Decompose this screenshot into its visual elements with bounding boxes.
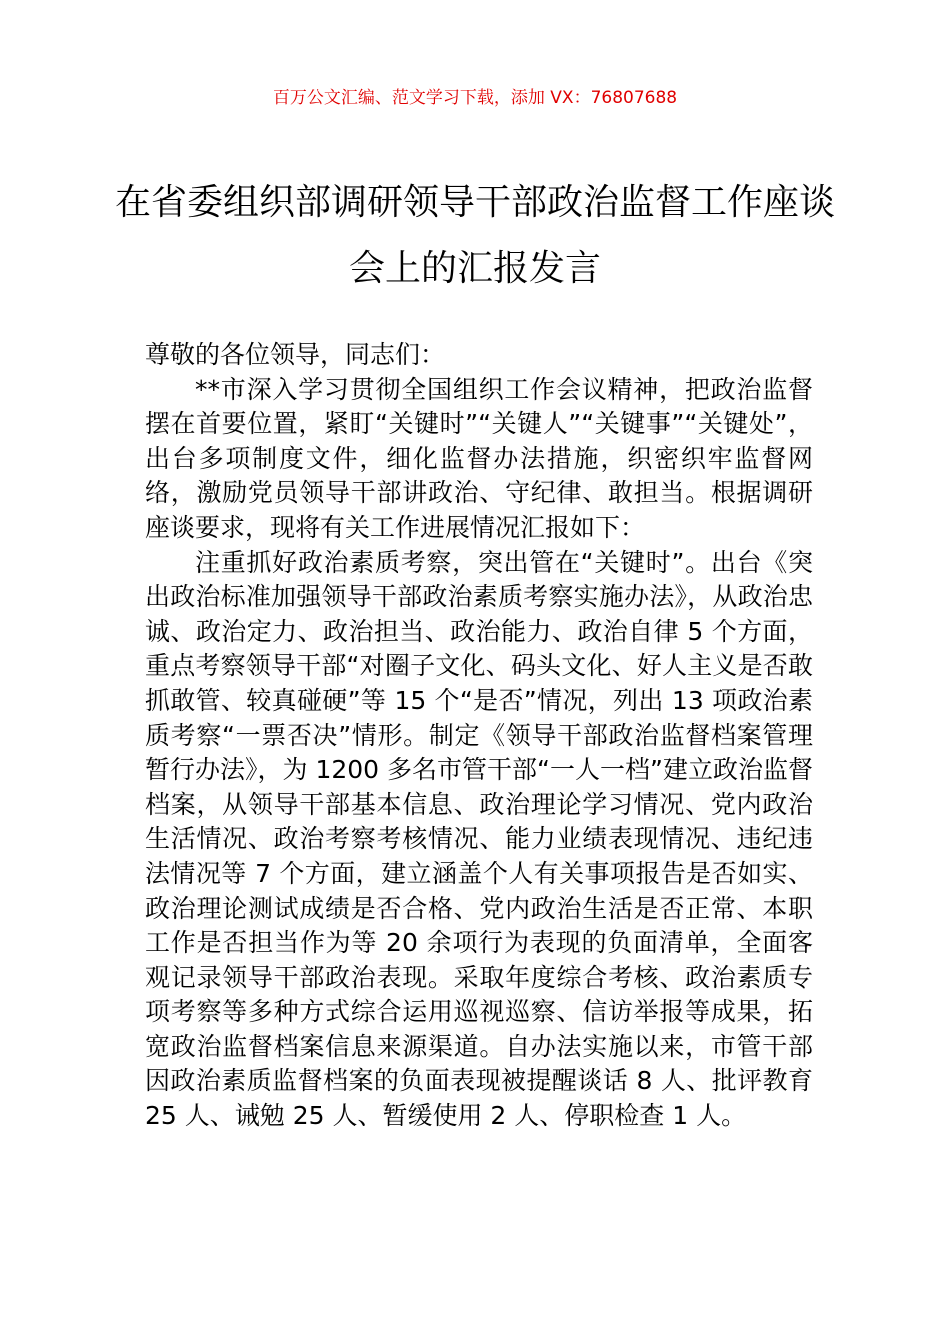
header-note: 百万公文汇编、范文学习下载，添加 VX：76807688 (272, 88, 678, 108)
document-title: 在省委组织部调研领导干部政治监督工作座谈会上的汇报发言 (114, 182, 835, 289)
salutation: 尊敬的各位领导，同志们： (145, 340, 446, 369)
document-body (145, 338, 813, 1134)
paragraph-political-quality: 注重抓好政治素质考察，突出管在“关键时”。出台《突出政治标准加强领导干部政治素质考察实施办法》，从政治忠诚、政治定力、政治担当、政治能力、政治自律 5 个方面，重点考察领导干部“对圈子文化、码头文化、好人主义是否敢抓敢管、较真碰硬”等 15 个“是否”情况，列出 13 项政治素质考察“一票否决”情形。制定《领导干部政治监督档案管理暂行办法》，为 1200 多名市管干部“一人一档”建立政治监督档案，从领导干部基本信息、政治理论学习情况、党内政治生活情况、政治考察考核情况、能力业绩表现情况、违纪违法情况等 7 个方面，建立涵盖个人有关事项报告是否如实、政治理论测试成绩是否合格、党内政治生活是否正常、本职工作是否担当作为等 20 余项行为表现的负面清单，全面客观记录领导干部政治表现。采取年度综合考核、政治素质专项考察等多种方式综合运用巡视巡察、信访举报等成果，拓宽政治监督档案信息来源渠道。自办法实施以来，市管干部因政治素质监督档案的负面表现被提醒谈话 8 人、批评教育 25 人、诫勉 25 人、暂缓使用 2 人、停职检查 1 人。 (145, 547, 813, 1131)
paragraph-intro: **市深入学习贯彻全国组织工作会议精神，把政治监督摆在首要位置，紧盯“关键时”“关键人”“关键事”“关键处”，出台多项制度文件，细化监督办法措施，织密织牢监督网络，激励党员领导干部讲政治、守纪律、敢担当。根据调研座谈要求，现将有关工作进展情况汇报如下： (145, 374, 813, 542)
